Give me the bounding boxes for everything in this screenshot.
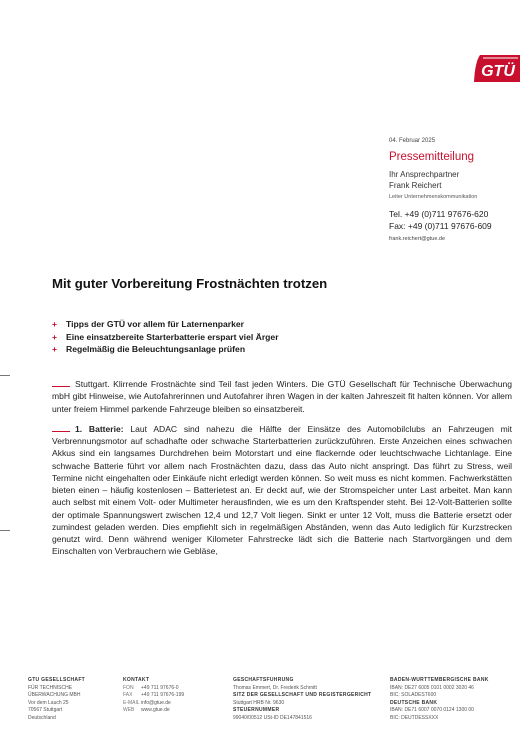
- paragraph-text: Stuttgart. Klirrende Frostnächte sind Teil fast jeden Winters. Die GTÜ Gesellschaft für Technische Überwachung mbH gibt Hinweise, wie Autofahrerinnen und Autofahrer ihren Wagen in der kalten Jahreszeit fit halten können. Vor allem unter freiem Himmel parkende Fahrzeuge bleiben so einsatzbereit.: [52, 379, 512, 414]
- footer-line: FÜR TECHNISCHE: [28, 684, 73, 691]
- bullet-plus: +: [52, 344, 58, 354]
- footer-line: Thomas Emmert, Dr. Frederik Schmitt: [233, 684, 317, 691]
- footer-management-heading: GESCHÄFTSFÜHRUNG: [233, 677, 294, 683]
- footer-contact-value[interactable]: +49 711 97676-0: [141, 684, 179, 691]
- contact-phone: Tel. +49 (0)711 97676-620: [389, 209, 489, 219]
- bullet-plus: +: [52, 331, 58, 342]
- article-body: [52, 378, 512, 566]
- fold-mark: [0, 375, 10, 376]
- footer-contact-row: [123, 685, 223, 693]
- footer-contact-row: [123, 707, 223, 715]
- bullet-text: Tipps der GTÜ vor allem für Laternenparker: [66, 319, 244, 329]
- footer-line: SITZ DER GESELLSCHAFT UND REGISTERGERICHT: [233, 692, 372, 699]
- footer-line: IBAN: DE71 6007 0070 0124 1300 00: [390, 707, 474, 714]
- footer-company: [28, 677, 118, 723]
- footer-contact-key: FAX: [123, 692, 133, 699]
- footer-line: Stuttgart HRB Nr. 9630: [233, 699, 285, 706]
- bullet-text: Regelmäßig die Beleuchtungsanlage prüfen: [66, 344, 246, 354]
- summary-bullets: [52, 318, 279, 356]
- footer-line: BIC: SOLADEST600: [390, 692, 437, 699]
- footer-contact-value[interactable]: info@gtue.de: [141, 699, 171, 706]
- footer-line: 99040/00512 USt-ID DE147841516: [233, 714, 312, 721]
- paragraph-text: Laut ADAC sind nahezu die Hälfte der Einsätze des Automobilclubs an Fahrzeugen mit Verbrennungsmotor auf schadhafte oder schwache Starterbatterien zurückzuführen. Erste Anzeichen eines schwachen Akkus sind ein langsames Durchdrehen beim Motorstart und eine flackernde oder leuchtschwache Lichtanlage. Eine schwache Batterie führt vor allem nach Frostnächten dazu, dass das Auto nicht anspringt. Das führt zu Stress, weil Termine nicht eingehalten oder Einkäufe nicht erledigt werden können. So weit muss es nicht kommen. Fachwerkstätten bieten einen – häufig kostenlosen – Batterietest an. Er deckt auf, wie der Stromspeicher unter Last arbeitet. Man kann auch selbst mit einem Volt- oder Multimeter herausfinden, wie es um den Kraftspender steht. Bei 12-Volt-Batterien sollte der optimale Spannungswert zwischen 12,4 und 12,7 Volt liegen. Sinkt er unter 12 Volt, muss die Batterie ersetzt oder zumindest geladen werden. Dies empfiehlt sich in regelmäßigen Abständen, wenn das Auto lediglich für Kurzstrecken genutzt wird. Denn während weniger Kilometer Fahrstrecke lädt sich die Batterie nach Startvorgängen und dem Einschalten von Verbrauchern wie Gebläse,: [52, 423, 512, 557]
- footer-contact-heading: KONTAKT: [123, 677, 150, 683]
- document-type: Pressemitteilung: [389, 151, 475, 163]
- release-date: 04. Februar 2025: [389, 138, 436, 144]
- bullet-text: Eine einsatzbereite Starterbatterie erspart viel Ärger: [66, 331, 279, 342]
- footer-bank: [390, 677, 498, 723]
- bullet-item: [52, 331, 279, 344]
- footer-line: STEUERNUMMER: [233, 707, 280, 714]
- bullet-item: [52, 318, 279, 331]
- footer-line: 70567 Stuttgart: [28, 707, 63, 714]
- footer-line: ÜBERWACHUNG MBH: [28, 692, 81, 699]
- fold-mark: [0, 530, 10, 531]
- contact-fax: Fax: +49 (0)711 97676-609: [389, 221, 492, 231]
- paragraph-marker: [52, 386, 70, 387]
- footer-management: [233, 677, 383, 723]
- footer-line: IBAN: DE27 6005 0101 0002 3020 46: [390, 684, 474, 691]
- body-paragraph: [52, 423, 512, 558]
- footer-bank-heading: BADEN-WÜRTTEMBERGISCHE BANK: [390, 677, 489, 683]
- contact-role: Leiter Unternehmenskommunikation: [389, 194, 478, 200]
- footer-contact-key: FON: [123, 684, 134, 691]
- contact-label: Ihr Ansprechpartner: [389, 170, 460, 179]
- contact-email[interactable]: frank.reichert@gtue.de: [389, 236, 446, 242]
- footer-line: Vor dem Lauch 25: [28, 699, 69, 706]
- body-paragraph: [52, 378, 512, 415]
- footer-line: DEUTSCHE BANK: [390, 699, 438, 706]
- footer-contact-key: WEB: [123, 707, 135, 714]
- footer-company-heading: GTÜ GESELLSCHAFT: [28, 677, 86, 683]
- paragraph-lead: 1. Batterie:: [75, 423, 124, 434]
- footer-contact-key: E-MAIL: [123, 699, 140, 706]
- footer-line: BIC: DEUTDESSXXX: [390, 714, 439, 721]
- footer-contact-row: [123, 692, 223, 700]
- press-contact-block: [389, 138, 524, 242]
- gtue-logo: [474, 52, 520, 82]
- paragraph-marker: [52, 431, 70, 432]
- footer-line: Deutschland: [28, 714, 56, 721]
- logo-text: GTÜ: [481, 63, 515, 80]
- letterhead-footer: [28, 677, 498, 750]
- footer-contact-row: [123, 700, 223, 708]
- footer-contact-value: +49 711 97676-199: [141, 692, 185, 699]
- contact-name: Frank Reichert: [389, 181, 442, 190]
- footer-contact-value[interactable]: www.gtue.de: [141, 707, 170, 714]
- bullet-plus: +: [52, 319, 58, 329]
- footer-contact: [123, 677, 223, 715]
- bullet-item: [52, 343, 279, 356]
- page-title: Mit guter Vorbereitung Frostnächten trotzen: [52, 276, 328, 291]
